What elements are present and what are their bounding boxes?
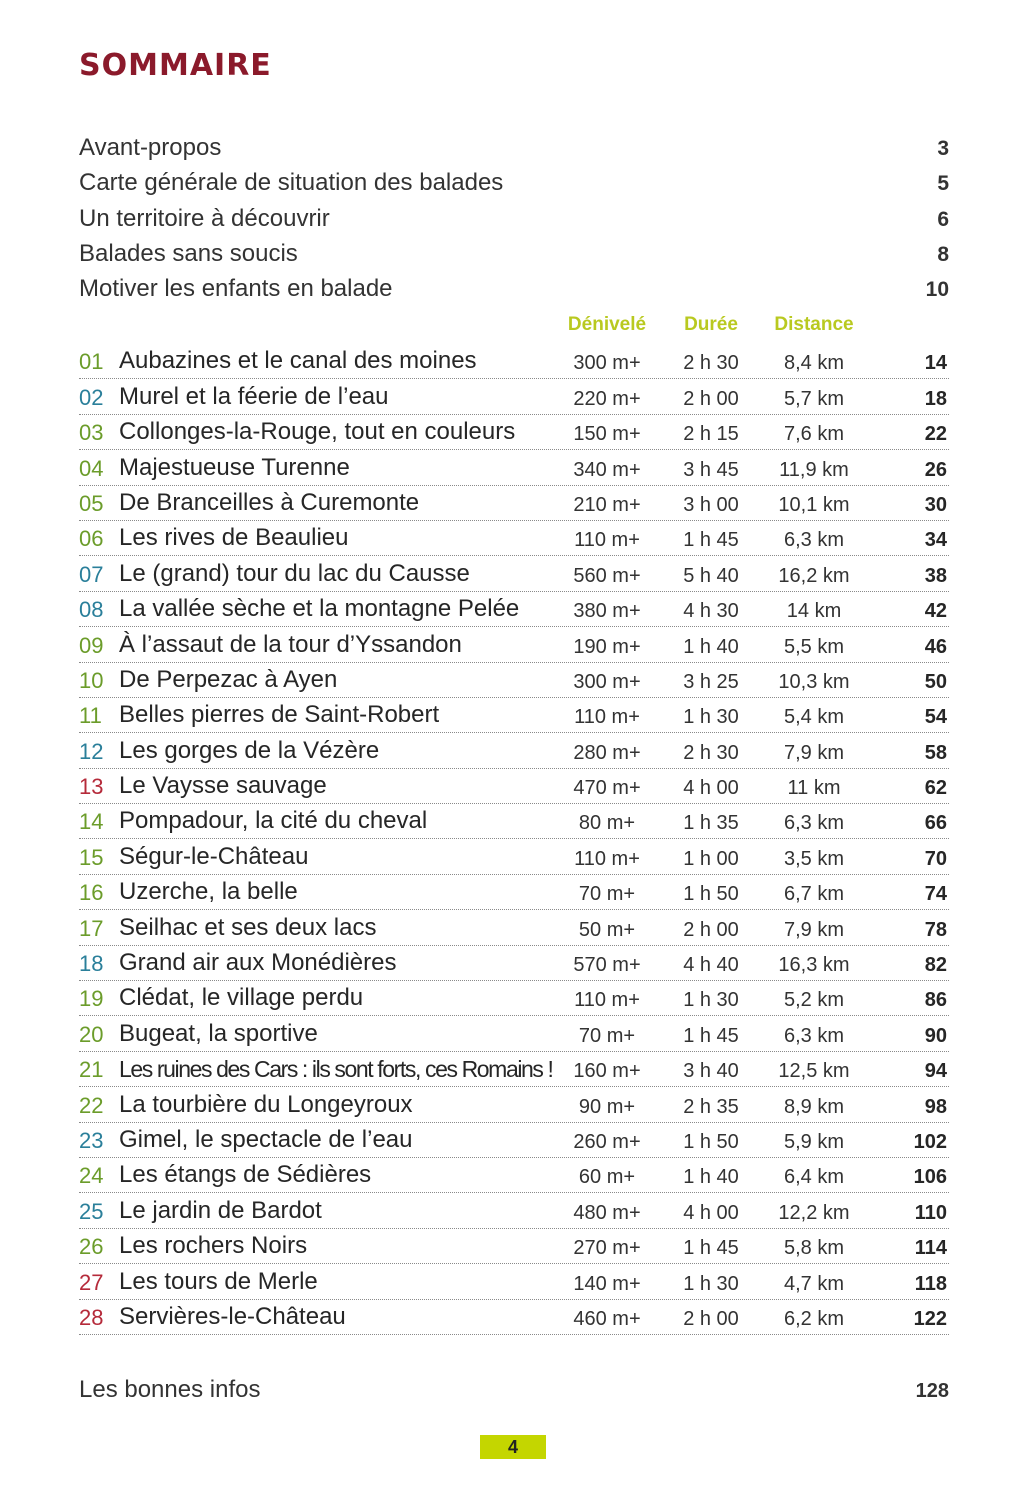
walk-distance: 12,2 km [778, 1201, 850, 1224]
walk-row[interactable] [79, 1016, 949, 1051]
header-distance: Distance [774, 314, 854, 335]
walk-page: 98 [924, 1095, 947, 1118]
walk-page: 34 [924, 529, 947, 552]
toc-entry[interactable] [79, 134, 949, 169]
walk-number: 22 [79, 1092, 104, 1118]
walk-duree: 2 h 00 [683, 387, 739, 410]
walk-page: 90 [924, 1024, 947, 1047]
walk-distance: 14 km [786, 600, 842, 623]
walk-denivele: 220 m+ [573, 387, 641, 410]
walk-duree: 2 h 00 [683, 918, 739, 941]
walk-number: 06 [79, 526, 104, 552]
walk-title: Gimel, le spectacle de l’eau [119, 1125, 413, 1153]
walk-denivele: 90 m+ [578, 1095, 636, 1118]
walk-duree: 3 h 40 [683, 1060, 739, 1083]
walk-page: 114 [914, 1237, 947, 1260]
walk-denivele: 480 m+ [573, 1201, 641, 1224]
walk-row[interactable] [79, 1087, 949, 1122]
walk-page: 78 [924, 918, 947, 941]
walk-number: 09 [79, 632, 104, 658]
walk-row[interactable] [79, 1264, 949, 1299]
walk-page: 118 [914, 1272, 947, 1295]
walk-duree: 1 h 40 [683, 635, 739, 658]
toc-entry-label: Motiver les enfants en balade [79, 275, 393, 303]
walk-denivele: 270 m+ [573, 1237, 641, 1260]
walk-row[interactable] [79, 627, 949, 662]
walk-number: 04 [79, 455, 104, 481]
toc-entry[interactable] [79, 169, 949, 204]
walk-denivele: 50 m+ [578, 918, 636, 941]
walk-duree: 1 h 30 [683, 706, 739, 729]
walk-title: Seilhac et ses deux lacs [119, 913, 377, 941]
walk-page: 42 [924, 600, 947, 623]
walk-number: 07 [79, 561, 104, 587]
walk-number: 28 [79, 1304, 104, 1330]
walk-distance: 6,3 km [783, 529, 845, 552]
toc-entry-label: Un territoire à découvrir [79, 204, 330, 232]
walk-page: 46 [924, 635, 947, 658]
header-duree: Durée [684, 314, 738, 335]
walk-duree: 3 h 00 [683, 493, 739, 516]
walk-denivele: 470 m+ [573, 777, 641, 800]
walk-title: Le jardin de Bardot [119, 1196, 322, 1224]
walk-row[interactable] [79, 663, 949, 698]
walk-distance: 10,3 km [778, 670, 850, 693]
walk-title: Ségur-le-Château [119, 842, 309, 870]
walk-number: 01 [79, 349, 104, 375]
walk-title: Servières-le-Château [119, 1302, 346, 1330]
walk-number: 23 [79, 1127, 104, 1153]
toc-entry-label: Les bonnes infos [79, 1376, 261, 1403]
walk-page: 106 [913, 1166, 947, 1189]
walk-title: Les rives de Beaulieu [119, 524, 349, 552]
walk-denivele: 70 m+ [578, 1024, 636, 1047]
walk-page: 14 [924, 352, 947, 375]
walk-distance: 11,9 km [779, 458, 849, 481]
walk-number: 16 [79, 880, 104, 906]
walk-denivele: 280 m+ [573, 741, 641, 764]
walk-row[interactable] [79, 698, 949, 733]
toc-entry-page: 10 [925, 278, 949, 302]
walk-number: 02 [79, 384, 104, 410]
walk-number: 13 [79, 774, 104, 800]
walk-duree: 2 h 00 [683, 1307, 739, 1330]
walk-page: 22 [924, 423, 947, 446]
toc-entry-page: 128 [915, 1380, 949, 1402]
toc-entry-label: Carte générale de situation des balades [79, 169, 504, 197]
walk-page: 94 [924, 1060, 947, 1083]
walk-denivele: 110 m+ [574, 529, 640, 552]
walk-distance: 5,9 km [783, 1130, 845, 1153]
walk-title: Les tours de Merle [119, 1267, 318, 1295]
walk-duree: 4 h 00 [683, 777, 739, 800]
walk-distance: 16,2 km [778, 564, 850, 587]
walk-row[interactable] [79, 379, 949, 414]
walk-denivele: 110 m+ [574, 847, 640, 870]
walk-duree: 2 h 30 [683, 352, 739, 375]
walk-distance: 5,7 km [783, 387, 845, 410]
walk-row[interactable] [79, 839, 949, 874]
walk-row[interactable] [79, 1193, 949, 1228]
walk-denivele: 570 m+ [573, 954, 641, 977]
walk-page: 58 [924, 741, 947, 764]
walk-duree: 1 h 40 [683, 1166, 739, 1189]
walk-distance: 10,1 km [778, 493, 850, 516]
walk-duree: 1 h 45 [683, 1237, 739, 1260]
walk-row[interactable] [79, 1123, 949, 1158]
walk-distance: 5,2 km [783, 989, 845, 1012]
toc-entry[interactable] [79, 275, 949, 310]
walk-duree: 4 h 30 [683, 600, 739, 623]
toc-entry-outro[interactable] [79, 1376, 949, 1404]
walk-number: 20 [79, 1021, 104, 1047]
walk-page: 82 [924, 954, 947, 977]
walk-row[interactable] [79, 733, 949, 768]
walk-denivele: 560 m+ [573, 564, 641, 587]
walk-number: 08 [79, 597, 104, 623]
walk-denivele: 70 m+ [578, 883, 636, 906]
walk-number: 11 [79, 703, 102, 729]
walk-denivele: 340 m+ [573, 458, 641, 481]
walk-title: Bugeat, la sportive [119, 1019, 318, 1047]
walk-row[interactable] [79, 910, 949, 945]
walk-row[interactable] [79, 592, 949, 627]
walk-duree: 4 h 00 [683, 1201, 739, 1224]
walk-title: Grand air aux Monédières [119, 949, 397, 977]
walk-duree: 2 h 35 [683, 1095, 739, 1118]
walk-title: Les gorges de la Vézère [119, 736, 380, 764]
walk-number: 10 [79, 667, 104, 693]
walk-row[interactable] [79, 769, 949, 804]
walk-page: 86 [924, 989, 947, 1012]
walk-title: À l’assaut de la tour d’Yssandon [119, 630, 462, 658]
walk-duree: 1 h 45 [683, 529, 739, 552]
walk-distance: 6,7 km [783, 883, 845, 906]
walk-number: 15 [79, 844, 104, 870]
walk-distance: 4,7 km [783, 1272, 845, 1295]
walk-row[interactable] [79, 521, 949, 556]
toc-entry-page: 6 [937, 207, 949, 231]
walk-row[interactable] [79, 946, 949, 981]
walk-distance: 6,2 km [783, 1307, 845, 1330]
walk-denivele: 60 m+ [578, 1166, 636, 1189]
walk-denivele: 380 m+ [573, 600, 641, 623]
walk-number: 19 [79, 986, 104, 1012]
walk-title: Les ruines des Cars : ils sont forts, ces Romains ! [119, 1056, 553, 1083]
walk-title: Pompadour, la cité du cheval [119, 807, 428, 835]
walk-number: 17 [79, 915, 104, 941]
walk-denivele: 110 m+ [574, 706, 640, 729]
toc-entry-page: 3 [937, 137, 949, 160]
page-title: SOMMAIRE [79, 48, 272, 83]
toc-entry-label: Balades sans soucis [79, 239, 298, 267]
walk-number: 21 [79, 1057, 104, 1083]
walk-row[interactable] [79, 1052, 949, 1087]
walk-page: 102 [913, 1130, 947, 1153]
walk-distance: 8,9 km [783, 1095, 845, 1118]
walk-distance: 5,4 km [783, 706, 845, 729]
toc-entry[interactable] [79, 205, 949, 240]
walk-duree: 3 h 45 [683, 458, 739, 481]
walk-distance: 16,3 km [778, 954, 850, 977]
walk-page: 18 [924, 387, 947, 410]
intro-section [79, 134, 949, 310]
header-denivele: Dénivelé [567, 314, 647, 335]
walk-duree: 1 h 35 [683, 812, 739, 835]
walk-row[interactable] [79, 981, 949, 1016]
walk-duree: 1 h 30 [683, 989, 739, 1012]
walk-page: 122 [913, 1307, 947, 1330]
walk-page: 62 [924, 777, 947, 800]
walk-page: 50 [924, 670, 947, 693]
walk-distance: 11 km [787, 777, 841, 800]
toc-entry[interactable] [79, 240, 949, 275]
walk-denivele: 210 m+ [573, 493, 641, 516]
walk-number: 25 [79, 1198, 104, 1224]
walk-title: Clédat, le village perdu [119, 984, 364, 1012]
walk-denivele: 190 m+ [573, 635, 641, 658]
walk-duree: 1 h 00 [683, 847, 739, 870]
walk-distance: 6,3 km [783, 1024, 845, 1047]
walk-title: Aubazines et le canal des moines [119, 347, 477, 375]
walk-duree: 2 h 15 [683, 423, 739, 446]
walk-title: La vallée sèche et la montagne Pelée [119, 595, 520, 623]
walk-page: 66 [924, 812, 947, 835]
walk-title: Murel et la féerie de l’eau [119, 382, 389, 410]
walk-number: 12 [79, 738, 104, 764]
walk-distance: 6,3 km [783, 812, 845, 835]
walk-duree: 1 h 30 [683, 1272, 739, 1295]
walk-duree: 1 h 50 [683, 883, 739, 906]
walk-distance: 5,5 km [783, 635, 845, 658]
walk-title: De Perpezac à Ayen [119, 665, 338, 693]
column-headers [0, 314, 1027, 338]
walk-row[interactable] [79, 556, 949, 591]
walk-page: 74 [924, 883, 947, 906]
toc-entry-page: 5 [937, 172, 949, 196]
walk-number: 18 [79, 951, 104, 977]
walk-page: 70 [924, 847, 947, 870]
walk-duree: 3 h 25 [683, 670, 739, 693]
walk-title: Uzerche, la belle [119, 878, 298, 906]
walk-denivele: 260 m+ [573, 1130, 641, 1153]
walk-row[interactable] [79, 804, 949, 839]
walk-row[interactable] [79, 415, 949, 450]
walk-denivele: 160 m+ [573, 1060, 641, 1083]
walk-number: 27 [79, 1269, 104, 1295]
walk-denivele: 150 m+ [573, 423, 641, 446]
walk-distance: 5,8 km [783, 1237, 845, 1260]
walk-page: 26 [924, 458, 947, 481]
walk-title: Collonges-la-Rouge, tout en couleurs [119, 418, 516, 446]
walk-distance: 8,4 km [783, 352, 845, 375]
walk-duree: 1 h 45 [683, 1024, 739, 1047]
walk-page: 54 [924, 706, 947, 729]
toc-entry-page: 8 [937, 242, 949, 266]
walk-denivele: 460 m+ [573, 1307, 641, 1330]
page-number: 4 [480, 1435, 546, 1459]
walk-distance: 12,5 km [778, 1060, 850, 1083]
walk-title: De Branceilles à Curemonte [119, 488, 420, 516]
walks-list [79, 344, 949, 1335]
walk-title: Les étangs de Sédières [119, 1161, 372, 1189]
walk-denivele: 80 m+ [578, 812, 636, 835]
walk-title: Belles pierres de Saint-Robert [119, 701, 440, 729]
walk-row[interactable] [79, 450, 949, 485]
toc-entry-label: Avant-propos [79, 134, 222, 161]
walk-row[interactable] [79, 1300, 949, 1335]
walk-denivele: 140 m+ [573, 1272, 641, 1295]
walk-page: 30 [924, 493, 947, 516]
walk-number: 03 [79, 420, 104, 446]
walk-page: 110 [914, 1201, 947, 1224]
walk-row[interactable] [79, 875, 949, 910]
walk-duree: 2 h 30 [683, 741, 739, 764]
walk-distance: 7,6 km [783, 423, 845, 446]
walk-denivele: 300 m+ [573, 352, 641, 375]
walk-denivele: 110 m+ [574, 989, 640, 1012]
walk-denivele: 300 m+ [573, 670, 641, 693]
walk-title: Majestueuse Turenne [119, 453, 350, 481]
walk-number: 05 [79, 490, 104, 516]
walk-duree: 1 h 50 [683, 1130, 739, 1153]
walk-page: 38 [924, 564, 947, 587]
walk-distance: 7,9 km [783, 918, 845, 941]
walk-duree: 4 h 40 [683, 954, 739, 977]
walk-row[interactable] [79, 1158, 949, 1193]
walk-number: 26 [79, 1234, 104, 1260]
walk-duree: 5 h 40 [683, 564, 739, 587]
walk-title: La tourbière du Longeyroux [119, 1090, 413, 1118]
walk-row[interactable] [79, 344, 949, 379]
walk-number: 24 [79, 1163, 104, 1189]
walk-title: Les rochers Noirs [119, 1232, 308, 1260]
walk-title: Le (grand) tour du lac du Causse [119, 559, 470, 587]
walk-row[interactable] [79, 486, 949, 521]
walk-row[interactable] [79, 1229, 949, 1264]
walk-title: Le Vaysse sauvage [119, 772, 327, 800]
walk-distance: 7,9 km [783, 741, 845, 764]
walk-distance: 3,5 km [783, 847, 845, 870]
walk-distance: 6,4 km [783, 1166, 845, 1189]
walk-number: 14 [79, 809, 104, 835]
